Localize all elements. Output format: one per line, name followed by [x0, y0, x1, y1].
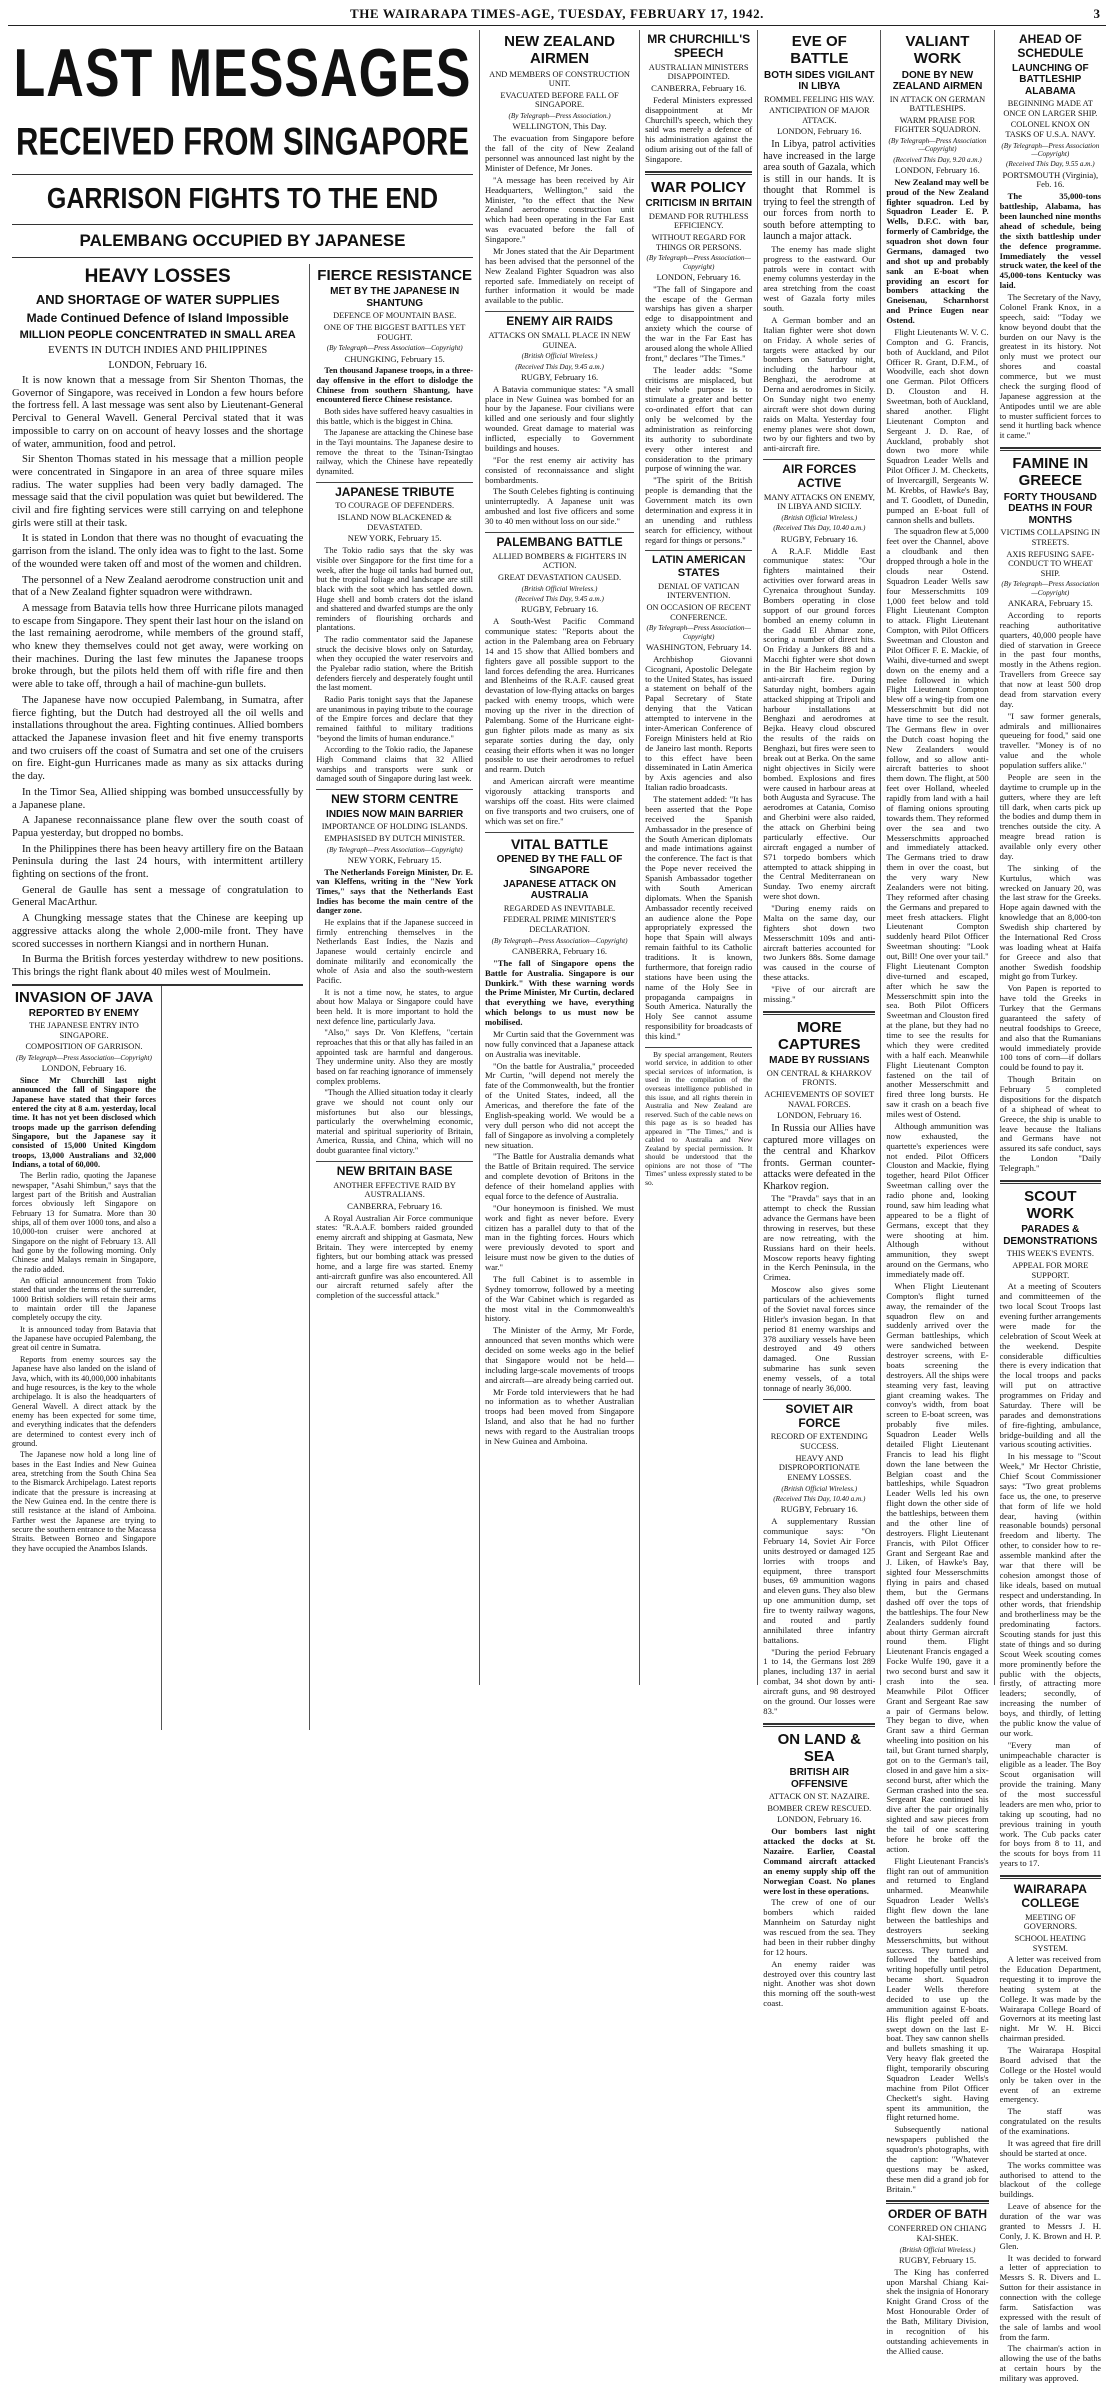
story-invasion: [12, 986, 162, 1730]
story-headline: SCOUT WORK: [1024, 1187, 1077, 1223]
story-subhead: AND MEMBERS OF CONSTRUCTION UNIT.: [489, 69, 630, 89]
story-subhead: HEAVY AND DISPROPORTIONATE ENEMY LOSSES.: [778, 1453, 860, 1483]
story-subhead: GREAT DEVASTATION CAUSED.: [498, 573, 622, 583]
story-dateline: PORTSMOUTH (Virginia), Feb. 16.: [1002, 169, 1099, 190]
story-para: In Libya, patrol activities have increased in the large area south of Gazala, which is still in our hands. It is thought that Rommel is trying to feel the strength of our forces from north to south before attempting to launch a major attack.: [763, 139, 876, 243]
story-para: The "Pravda" says that in an attempt to check the Russian advance the Germans have been throwing in reserves, but these are now retreating, with the Russians hard on their heels. Moscow reports heavy fighting in the Kerch Peninsula, in the Crimea.: [763, 1193, 876, 1283]
story-para: According to reports reaching authoritative quarters, 40,000 people have died of starvation in Greece in the past four months, mostly in the Athens region. Travellers from Greece say that now at least 500 drop dead from starvation every day.: [999, 609, 1101, 709]
story-para: A supplementary Russian communique says: "On February 14, Soviet Air Force units destroyed or damaged 125 lorries with troops and equipment, three transport buses, 69 ammunition wagons and eleven guns. They also blew up one ammunition dump, set fire to twenty railway wagons, and routed and partly annihilated three infantry battalions.: [763, 1516, 876, 1645]
story-dateline: ANKARA, February 15.: [1007, 598, 1093, 609]
story-subhead: LAUNCHING OF BATTLESHIP ALABAMA: [1011, 62, 1089, 97]
lead-para: The Japanese have now occupied Palembang, in Sumatra, after fierce fighting, but the Dutch had destroyed all the oil wells and installations throughout the area. Fighting continues. Allied bombers attacked the Japanese invasion fleet and hit five enemy transports and two cruisers off the coast of Sumatra and set one of the cruisers on fire. Eight-gun Hurricanes made as many as six attacks during the day.: [12, 694, 304, 783]
story-subhead: AXIS REFUSING SAFE-CONDUCT TO WHEAT SHIP.: [1006, 549, 1095, 578]
story-headline: WAIRARAPA COLLEGE: [1013, 1882, 1087, 1910]
story-subhead: EMPHASISED BY DUTCH MINISTER.: [324, 833, 466, 843]
story-headline: AHEAD OF SCHEDULE: [1017, 32, 1084, 60]
story-para: and American aircraft were meantime vigorously attacking transports and warships off the coast. Hits were claimed on five transports and two cruisers, one of which was set on fire.": [485, 776, 635, 826]
story-headline: ON LAND & SEA: [777, 1730, 861, 1765]
subhead-defence: Made Continued Defence of Island Impossible: [26, 311, 289, 325]
story-dateline: RUGBY, February 16.: [520, 371, 599, 382]
story-headline: ENEMY AIR RAIDS: [506, 314, 613, 329]
story-para: He explains that if the Japanese succeed in firmly entrenching themselves in the Netherlands East Indies, the Nazis and Japanese would certainly encircle and dominate militarily and economically the whole of Asia and also the south-western Pacific.: [316, 918, 473, 985]
story-para: The full Cabinet is to assemble in Sydney tomorrow, followed by a meeting of the War Cabinet which is regarded as the most vital in the Commonwealth's history.: [485, 1273, 635, 1324]
story-para: "The spirit of the British people is demanding that the Government match its own determination and express it in an unending and ruthless search for efficiency, without regard for things or persons.": [645, 475, 753, 545]
story-subhead: FORTY THOUSAND DEATHS IN FOUR MONTHS: [1003, 491, 1097, 526]
story-subhead: AUSTRALIAN MINISTERS DISAPPOINTED.: [648, 62, 749, 82]
story-para: Reports from enemy sources say the Japanese have also landed on the island of Java, which, with its 40,000,000 inhabitants and huge resources, is the key to the whole archipelago. It is also the headquarters of General Wavell. A direct attack by the enemy has been expected for some time, and everything indicates that the defenders are determined to contest every inch of ground.: [12, 1354, 156, 1448]
story-credit: (By Telegraph—Press Association—Copyright): [888, 137, 987, 154]
story-para: The Japanese are attacking the Chinese base in the Tayi mountains. The Japanese desire to remove the threat to the Tsinan-Tsingtao railway, which the Chinese have repeatedly dynamited.: [316, 428, 473, 476]
lead-dateline: LONDON, February 16.: [108, 360, 207, 371]
story-para: "Though the Allied situation today it clearly grave we should not count only our misfortunes but also our blessings, particularly the overwhelming economic, material and spiritual superiority of Britain, America, Russia, and China, which will no doubt guarantee final victory.": [316, 1088, 473, 1156]
story-para: A South-West Pacific Command communique states: "Reports about the action in the Palembang area on February 14 and 15 show that Allied bombers and fighters gave all possible support to the land forces defending the area. Hurricanes and Blenheims of the R.A.F. caused great devastation of low-flying attacks on barges packed with enemy troops, which were moving up the river in the direction of Palembang. Some of the Hurricane eight-gun fighter pilots made as many as six separate sorties during the day, only ceasing their efforts when it was no longer possible to use their aerodromes to refuel and rearm. Dutch: [485, 616, 635, 775]
story-dateline: CANBERRA, February 16.: [651, 82, 747, 93]
story-para: The Secretary of the Navy, Colonel Frank Knox, in a speech, said: "Today we know beyond doubt that the burden on our Navy is the greatest in its history. Not only must we protect our shores and coastal commerce, but we must check the surging flood of Japanese aggression at the Antipodes until we are able to muster sufficient forces to send it hurtling back whence it came.": [999, 292, 1101, 441]
story-dateline: RUGBY, February 16.: [520, 604, 599, 615]
story-credit: (British Official Wireless.): [521, 584, 598, 593]
story-para: The statement added: "It has been asserted that the Pope received the Spanish Ambassador in the presence of the South American diplomats and made intimations against the conference. The fact is that the Pope never received the Spanish Ambassador together with South American diplomats. When the Spanish Ambassador recently received an audience alone the Pope appropriately expressed the hope that Spain will always remain faithful to its Catholic traditions. It is known, furthermore, that foreign radio stations have been using the name of the Holy See in propaganda campaigns in South America. Naturally the Holy See cannot assume responsibility for broadcasts of this kind.": [645, 794, 753, 1042]
story-subhead: BEGINNING MADE AT ONCE ON LARGER SHIP.: [1003, 99, 1098, 118]
story-subhead: ON CENTRAL & KHARKOV FRONTS.: [766, 1068, 872, 1088]
story-headline: PALEMBANG BATTLE: [496, 534, 623, 549]
story-para: Though Britain on February 5 completed dispositions for the dispatch of a shiphead of wheat to Greece, the ship is unable to leave because the Italians and Germans have not assured its safe conduct, says the London "Daily Telegraph.": [999, 1074, 1101, 1174]
story-para: "Every man of unimpeachable character is eligible as a leader. The Boy Scout organisation will provide the training. Many of the most successful leaders are men who, prior to taking up scouting, had no previous training in youth work. The Cub packs cater for boys from 8 to 11, and the scouts for boys from 11 years to 17.: [999, 1739, 1101, 1869]
story-dateline: CHUNGKING, February 15.: [344, 353, 445, 364]
story-para: The Wairarapa Hospital Board advised that the College or the Hostel would only be taken over in the event of an extreme emergency.: [999, 2045, 1101, 2105]
story-subhead: WARM PRAISE FOR FIGHTER SQUADRON.: [894, 115, 981, 135]
story-para: "The fall of Singapore and the escape of the German warships has given a sharper edge to disappointment and anxiety which the course of the war in the Far East has aroused along the whole Allied front," declares "The Times.": [645, 283, 753, 363]
lead-para: In Burma the British forces yesterday withdrew to new positions. This brings the right flank about 40 miles west of Moulmein.: [12, 954, 304, 978]
headline-third: GARRISON FIGHTS TO THE END: [46, 182, 439, 216]
story-para: Radio Paris tonight says that the Japanese are unanimous in paying tribute to the courage of the Empire forces and declare that they remained faithful to military traditions "beyond the limits of human endurance.": [316, 695, 473, 743]
story-para: Leave of absence for the duration of the war was granted to Messrs J. H. Conly, J. K. Brown and H. P. Glen.: [999, 2201, 1101, 2251]
story-credit: (By Telegraph—Press Association—Copyright): [1001, 580, 1100, 597]
column-4: [758, 30, 881, 2009]
story-para: "During enemy raids on Malta on the same day, our fighters shot down two Messerschmitt 109s and anti-aircraft batteries accounted for two Junkers 88s. Some damage was caused in the course of these attacks.: [763, 903, 876, 983]
story-subhead: EVACUATED BEFORE FALL OF SINGAPORE.: [500, 90, 619, 110]
story-dateline: LONDON, February 16.: [777, 1110, 862, 1121]
lead-body-wrap: [12, 264, 473, 1730]
story-subhead: FEDERAL PRIME MINISTER'S DECLARATION.: [503, 915, 616, 934]
story-credit: (By Telegraph—Press Association—Copyright): [491, 936, 628, 945]
story-subhead: TO COURAGE OF DEFENDERS.: [335, 501, 455, 511]
story-para: Federal Ministers expressed disappointment at Mr Churchill's speech, which they said was merely a defence of his administration against the odium arising out of the fall of Singapore.: [645, 94, 753, 165]
story-headline: AIR FORCES ACTIVE: [782, 462, 857, 491]
story-para: Moscow also gives some particulars of the achievements of the Soviet naval forces since Hitler's invasion began. In that period 81 enemy warships and 378 auxiliary vessels have been destroyed and 49 others damaged. One Russian submarine has sunk seven enemy vessels, of a total tonnage of nearly 36,000.: [763, 1284, 876, 1393]
story-para: Ten thousand Japanese troops, in a three-day offensive in the effort to dislodge the Chinese from southern Shantung, have encountered fierce Chinese resistance.: [316, 366, 473, 405]
lead-para: A message from Batavia tells how three Hurricane pilots managed to escape from Singapore. They spent their last hour on the island on the last remaining aerodrome, while members of the ground staff, who knew they themselves could not get away, were working on their machines. During the last few minutes the Japanese troops broke through, but the pilots held them off with rifle fire and then were able to take off, through a hail of machine-gun bullets.: [12, 602, 304, 691]
story-para: A German bomber and an Italian fighter were shot down on Friday. A whole series of targets were attacked by our bombers on Saturday night, including the harbour at Benghazi, the aerodrome at Derna and aerodromes in Sicily. On Sunday night two enemy aircraft were shot down during raids on Malta. Yesterday four enemy planes were shot down, two by our fighters and two by anti-aircraft fire.: [763, 314, 876, 454]
story-para: Mr Curtin said that the Government was now fully convinced that a Japanese attack on Australia was inevitable.: [485, 1028, 635, 1059]
story-dateline: CANBERRA, February 16.: [347, 1200, 443, 1211]
story-subhead: ANTICIPATION OF MAJOR ATTACK.: [768, 106, 870, 125]
story-para: Since Mr Churchill last night announced the fall of Singapore the Japanese have stated that their forces entered the city at 8 a.m. yesterday, local time. It has not yet been disclosed which troops made up the garrison defending Singapore, but the Japanese say it consisted of 15,000 United Kingdom troops, 13,000 Australians and 32,000 Indians, a total of 60,000.: [12, 1075, 156, 1169]
story-subhead: DEFENCE OF MOUNTAIN BASE.: [333, 311, 457, 321]
story-subhead: ACHIEVEMENTS OF SOVIET NAVAL FORCES.: [764, 1090, 875, 1109]
story-credit: (By Telegraph—Press Association—Copyright): [16, 1053, 152, 1062]
story-subhead: OPENED BY THE FALL OF SINGAPORE: [496, 853, 623, 877]
lead-para: In the Timor Sea, Allied shipping was bombed unsuccessfully by a Japanese plane.: [12, 786, 304, 811]
lead-story: [8, 30, 480, 1685]
story-subhead: JAPANESE ATTACK ON AUSTRALIA: [503, 878, 617, 902]
story-received: (Received This Day, 9.55 a.m.): [1006, 160, 1095, 169]
story-credit: (British Official Wireless.): [781, 514, 858, 523]
story-para: A letter was received from the Education Department, requesting it to improve the heating system at the College. It was made by the Wairarapa College Board of Governors at its meeting last night. Mr W. H. Bicci chairman presided.: [999, 1954, 1101, 2044]
story-para: An official announcement from Tokio stated that under the terms of the surrender, 1000 British soldiers will retain their arms to maintain order till the Japanese completely occupy the city.: [12, 1276, 156, 1323]
lead-main-column: [12, 264, 310, 1730]
story-para: A Batavia communique states: "A small place in New Guinea was bombed for an hour by the Japanese. Four civilians were killed and one seriously and four slightly wounded. Great damage to material was inflicted, especially to Government buildings and houses.: [485, 383, 635, 453]
subhead-million: MILLION PEOPLE CONCENTRATED IN SMALL AREA: [19, 329, 296, 341]
lead-para: The personnel of a New Zealand aerodrome construction unit and that of a New Zealand fighter squadron were withdrawn.: [12, 574, 304, 599]
story-para: The crew of one of our bombers which raided Mannheim on Saturday night was rescued from the sea. They had been in their rubber dinghy for 12 hours.: [763, 1897, 876, 1957]
story-subhead: RECORD OF EXTENDING SUCCESS.: [770, 1432, 868, 1452]
story-headline: MORE CAPTURES: [778, 1018, 861, 1054]
lead-para: It is stated in London that there was no thought of evacuating the garrison from the island. The only idea was to fight to the last. Some of the wounded were taken off and most of the women and children.: [12, 533, 304, 570]
story-subhead: ISLAND NOW BLACKENED & DEVASTATED.: [337, 513, 452, 532]
story-para: Both sides have suffered heavy casualties in this battle, which is the biggest in China.: [316, 407, 473, 426]
story-subhead: ATTACK ON ST. NAZAIRE.: [768, 1792, 870, 1802]
story-para: The radio commentator said the Japanese struck the decisive blows only on Saturday, when they occupied the water reservoirs and the Pyalebar radio station, where the British defenders fiercely and desperately fought until the last moment.: [316, 635, 473, 693]
story-para: The Minister of the Army, Mr Forde, announced that seven months which were decided on some weeks ago in the belief that Singapore would not be held—including large-scale movements of troops and aircraft—are already being carried out.: [485, 1325, 635, 1385]
story-subhead: CRITICISM IN BRITAIN: [645, 198, 752, 210]
story-para: When Flight Lieutenant Compton's flight turned away, the remainder of the squadron flew on and suddenly arrived over the German battleships, which were sandwiched between destroyer screens, with E-boats screening the destroyers. All the ships were steaming very fast, leaving giant creaming wakes. The convoy's width, from boat screen to E-boat screen, was probably five miles. Squadron Leader Wells detailed Flight Lieutenant Francis to lead his flight down the lane between the Belgian coast and the battleships, while Squadron Leader Wells led his own flight down the other side of the battleships, between them and the other line of destroyers. Flight Lieutenant Francis, with Pilot Officer Grant and Sergeant Rae and J. Liken, of Hawke's Bay, sighted four Messerschmitts flying in pairs and chased them, but the Germans dashed off over the tops of the battleships. The four New Zealanders suddenly found about thirty German aircraft round them. Flight Lieutenant Francis engaged a Focke Wulfe 190, gave it a two second burst and saw it crash into the sea. Meanwhile Pilot Officer Grant and Sergeant Rae saw a pair of Germans below. They began to dive, when Grant saw a third German wheeling into position on his tail, but Grant turned sharply, got on to the German's tail, closed in and gave him a six-second burst, after which the German crashed into the sea. Sergeant Rae continued his dive after the pair originally sighted and saw pieces from the tail of one scattering before he broke off the action.: [886, 1280, 989, 1854]
story-subhead: IMPORTANCE OF HOLDING ISLANDS.: [321, 822, 468, 832]
story-subhead: COMPOSITION OF GARRISON.: [25, 1042, 143, 1052]
lead-para: General de Gaulle has sent a message of congratulation to General MacArthur.: [12, 884, 304, 909]
story-dateline: CANBERRA, February 16.: [512, 945, 608, 956]
story-para: "On the battle for Australia," proceeded Mr Curtin, "will depend not merely the fate of the Commonwealth, but the frontier of the United States, indeed, all the Americas, and therefore the fate of the English-speaking world. We would be a very dull person who did not accept the fall of Singapore as involving a completely new situation.: [485, 1060, 635, 1150]
story-para: A Royal Australian Air Force communique states: "R.A.A.F. bombers raided grounded enemy aircraft and shipping at Gasmata, New Britain. They were intercepted by enemy fighters, but our bombing attack was pressed home, and a large fire was started. Enemy anti-aircraft gunfire was also encountered. All our aircraft returned safely after the completion of the successful attack.": [316, 1213, 473, 1301]
story-para: "Also," says Dr. Von Kleffens, "certain reproaches that this or that ally has failed in an appointed task are harmful and dangerous. They undermine unity. Also they are mostly based on far reaching ignorance of immensely complex problems.: [316, 1028, 473, 1086]
story-credit: (By Telegraph—Press Association—Copyright): [326, 845, 463, 854]
story-para: Subsequently national newspapers published the squadron's photographs, with the caption: "Whatever questions may be asked, these men did a grand job for Britain.": [886, 2124, 989, 2194]
story-para: According to the Tokio radio, the Japanese High Command claims that 32 Allied warships and transports were sunk or damaged south of Singapore during last week.: [316, 745, 473, 784]
story-para: Flight Lieutenant Francis's flight ran out of ammunition and returned to England unharmed. Meanwhile Squadron Leader Wells's flight flew down the lane between the battleships and destroyers seeking Messerschmitts, but without success. They turned and followed the battleships, writing hopefully until petrol became short. Squadron Leader Wells therefore decided to use up the ammunition against E-boats. His flight peeled off and swept down on the last E-boat. They saw cannon shells and bullets smashing it up. Very heavy flak greeted the flight, temporarily obscuring Squadron Leader Wells's machine from Pilot Officer Checkett's sight. Having spent its ammunition, the flight returned home.: [886, 1855, 989, 2123]
subhead-water: AND SHORTAGE OF WATER SUPPLIES: [35, 292, 280, 307]
story-subhead: MET BY THE JAPANESE IN SHANTUNG: [330, 286, 460, 309]
story-para: Although ammunition was now exhausted, the quartette's experiences were not ended. Pilot Officers Clouston and Mackie, flying together, heard Pilot Officer Sweetman calling over the radio phone and, looking round, saw him leading what appeared to be a flight of Germans, except that they were shooting at him. Although without ammunition, they swept around on the Germans, who immediately made off.: [886, 1120, 989, 1280]
story-subhead: ON OCCASION OF RECENT CONFERENCE.: [646, 603, 751, 622]
story-subhead: BOTH SIDES VIGILANT IN LIBYA: [764, 69, 875, 92]
story-subhead: MADE BY RUSSIANS: [769, 1055, 870, 1067]
column-2: [480, 30, 640, 1685]
story-subhead: THE JAPANESE ENTRY INTO SINGAPORE.: [29, 1021, 139, 1040]
story-dateline: RUGBY, February 16.: [780, 1504, 858, 1515]
column-6: [995, 30, 1106, 2384]
story-para: It is not a time now, he states, to argue about how Malaya or Singapore could have been held. It is more important to hold the next defence line, particularly Java.: [316, 987, 473, 1026]
subhead-heavy-losses: HEAVY LOSSES: [84, 266, 231, 287]
story-subhead: VICTIMS COLLAPSING IN STREETS.: [1000, 528, 1101, 547]
lead-side-column: [310, 264, 473, 1730]
story-headline: JAPANESE TRIBUTE: [335, 484, 455, 499]
story-credit: (By Telegraph—Press Association—Copyright): [326, 344, 463, 353]
story-subhead: INDIES NOW MAIN BARRIER: [326, 808, 464, 820]
story-headline: SOVIET AIR FORCE: [785, 1401, 854, 1430]
lead-body: [12, 375, 303, 980]
story-dateline: LONDON, February 16.: [656, 271, 741, 282]
story-dateline: WASHINGTON, February 14.: [646, 641, 752, 652]
story-subhead: ONE OF THE BIGGEST BATTLES YET FOUGHT.: [323, 322, 466, 342]
story-para: The chairman's action in allowing the use of the baths at certain hours by the military was approved.: [999, 2343, 1101, 2384]
story-para: "A message has been received by Air Headquarters, Wellington," said the Minister, "to the effect that the New Zealand aerodrome construction unit which had been operating in the Far East was evacuated before the fall of Singapore.": [485, 174, 635, 245]
story-para: "Five of our aircraft are missing.": [763, 984, 876, 1004]
story-para: "Our honeymoon is finished. We must work and fight as never before. Every citizen has a parallel duty to that of the man in the fighting forces. Hours which were previously devoted to sport and leisure must now be given to the duties of war.": [485, 1202, 635, 1272]
story-para: At a meeting of Scouters and committeemen of the two local Scout Troops last evening further arrangements were made for the celebration of Scout Week at the weekend. Despite considerable difficulties there is every indication that the local troops and packs will put on attractive programmes on Friday and Saturday. There will be parades and demonstrations of fire-fighting, ambulance, bridge-building and all the various scouting activities.: [999, 1281, 1101, 1450]
story-para: "The Battle for Australia demands what the Battle of Britain required. The service and complete devotion of Britons in the defence of their homeland applies with equal force to the defence of Australia.: [485, 1151, 635, 1201]
lead-para: A Japanese reconnaissance plane flew over the south coast of Papua yesterday, but dropped no bombs.: [12, 815, 304, 839]
story-para: The enemy has made slight progress to the eastward. Our patrols were in contact with enemy columns yesterday in the area stretching from the coast west of Gazala forty miles south.: [763, 243, 876, 314]
lead-para: It is now known that a message from Sir Shenton Thomas, the Governor of Singapore, was received in London a few hours before the fortress fell. A last message was sent also by Lieutenant-General Percival to General Wavell. General Percival stated that it was impossible to carry on on account of heavy losses and the shortage of water, ammunition, food and petrol.: [12, 375, 304, 450]
story-subhead: ATTACKS ON SMALL PLACE IN NEW GUINEA.: [488, 330, 631, 350]
story-credit: (By Telegraph—Press Association—Copyright): [646, 254, 751, 271]
story-credit: (British Official Wireless.): [521, 352, 598, 361]
story-subhead: DEMAND FOR RUTHLESS EFFICIENCY.: [648, 211, 749, 231]
lead-para: Sir Shenton Thomas stated in his message that a million people were concentrated in Singapore in an area of three square miles radius. The water supplies had been very badly damaged. The message said that the civil population was quiet but bewildered. The civil and fire fighting services were still carrying on and telephone girls were still at their task.: [12, 454, 304, 529]
story-para: An enemy raider was destroyed over this country last night. Another was shot down this morning off the south-west coast.: [763, 1958, 876, 2009]
story-para: New Zealand may well be proud of the New Zealand fighter squadron. Led by Squadron Leader E. P. Wells, D.F.C. with bar, formerly of Cambridge, the squadron shot down four Germans, damaged two and shot up and probably sank an E-boat when providing an escort for bombers attacking the Gneisenau, Scharnhorst and Prince Eugen near Ostend.: [886, 176, 989, 326]
story-para: The Berlin radio, quoting the Japanese newspaper, "Asahi Shimbun," says that the largest part of the British and Australian forces obviously left Singapore on February 13 for Sumatra. More than 30 ships, all of them over 1000 tons, and also a 10,000-ton cruiser were anchored at Singapore on the night of February 13. All had gone by the following morning. Only Chinese and Malays remain in Singapore, the radio added.: [12, 1171, 156, 1274]
story-headline: FAMINE IN GREECE: [1012, 455, 1089, 490]
story-para: In Russia our Allies have captured more villages on the central and Kharkov fronts. German counter-attacks were defeated in the Kharkov region.: [763, 1123, 876, 1192]
story-para: The evacuation from Singapore before the fall of the city of New Zealand personnel was announced last night by the Minister of Defence, Mr Jones.: [485, 133, 635, 173]
story-subhead: IN ATTACK ON GERMAN BATTLESHIPS.: [889, 94, 986, 114]
story-headline: VITAL BATTLE: [510, 835, 609, 852]
story-headline: EVE OF BATTLE: [790, 33, 849, 68]
story-headline: INVASION OF JAVA: [14, 988, 154, 1006]
story-dateline: LONDON, February 16.: [777, 126, 862, 137]
story-subhead: CONFERRED ON CHIANG KAI-SHEK.: [888, 2224, 987, 2243]
story-headline: WAR POLICY: [651, 178, 747, 196]
story-para: The sinking of the Kurtulus, which was wrecked on January 20, was the last straw for the Greeks. Hope again dawned with the knowledge that an 8,000-ton Swedish ship chartered by the International Red Cross was loading wheat at Haifa for Greece and also that another Swedish foodship might go from Turkey.: [999, 862, 1101, 982]
story-received: (Received This Day, 10.40 a.m.): [773, 1494, 866, 1503]
headline-fourth: PALEMBANG OCCUPIED BY JAPANESE: [79, 231, 406, 250]
story-subhead: ROMMEL FEELING HIS WAY.: [764, 94, 875, 104]
story-received: (Received This Day, 10.40 a.m.): [773, 524, 866, 533]
story-subhead: ALLIED BOMBERS & FIGHTERS IN ACTION.: [492, 551, 627, 571]
story-headline: ORDER OF BATH: [887, 2207, 988, 2222]
story-headline: MR CHURCHILL'S SPEECH: [647, 32, 751, 60]
story-subhead: REPORTED BY ENEMY: [28, 1007, 140, 1019]
story-subhead: PARADES & DEMONSTRATIONS: [1003, 1224, 1098, 1247]
masthead: THE WAIRARAPA TIMES-AGE, TUESDAY, FEBRUARY 17, 1942.: [8, 6, 1106, 26]
story-para: Mr Forde told interviewers that he had no information as to whether Australian troops had been moved from Singapore Island, and also that he had no further news with regard to the Australian troops in New Guinea and Amboina.: [485, 1386, 635, 1446]
story-dateline: LONDON, February 16.: [777, 1814, 862, 1825]
story-para: Our bombers last night attacked the docks at St. Nazaire. Earlier, Coastal Command aircraft attacked an enemy supply ship off the Norwegian Coast. No planes were lost in these operations.: [763, 1826, 876, 1896]
story-subhead: ANOTHER EFFECTIVE RAID BY AUSTRALIANS.: [333, 1180, 456, 1200]
story-subhead: THIS WEEK'S EVENTS.: [1006, 1249, 1094, 1259]
story-para: "The fall of Singapore opens the Battle for Australia. Singapore is our Dunkirk." With these warning words the Prime Minister, Mr Curtin, declared that everything we have, everything which belongs to us must now be mobilised.: [485, 957, 635, 1027]
story-headline: NEW BRITAIN BASE: [336, 1163, 453, 1178]
story-subhead: COLONEL KNOX ON TASKS OF U.S.A. NAVY.: [1005, 120, 1096, 140]
story-para: It was agreed that fire drill should be started at once.: [999, 2137, 1101, 2158]
story-para: Mr Jones stated that the Air Department has been advised that the personnel of the New Zealand Fighter Squadron was also reported safe. Immediately on receipt of further information it would be made available to the public.: [485, 245, 635, 306]
story-headline: LATIN AMERICAN STATES: [651, 554, 746, 580]
story-para: The staff was congratulated on the results of the examinations.: [999, 2106, 1101, 2137]
story-credit: (By Telegraph—Press Association—Copyright): [646, 624, 751, 641]
lead-headlines: [12, 30, 473, 264]
story-para: The South Celebes fighting is continuing uninterruptedly. A Japanese unit was ambushed and lost five officers and some 30 to 40 men without loss on our side.": [485, 486, 635, 527]
story-para: People are seen in the daytime to crumple up in the gutters, where they are left till dark, when carts pick up the bodies and dump them in trenches outside the city. A meagre bread ration is available only every other day.: [999, 771, 1101, 861]
story-para: "During the period February 1 to 14, the Germans lost 289 planes, including 137 in aerial combat, 34 shot down by anti-aircraft guns, and 98 destroyed on the ground. Our losses were 83.": [763, 1646, 876, 1716]
story-credit: (By Telegraph—Press Association—Copyright): [1001, 141, 1100, 158]
reuters-note: By special arrangement, Reuters world service, in addition to other special services of information, is used in the compilation of the overseas intelligence published in this issue, and all rights therein in Australia and New Zealand are reserved. Such of the cable news on this page as is so headed has appeared in "The Times," and is cabled to Australia and New Zealand by special permission. It should be understood that the opinions are not those of "The Times" unless expressly stated to be so.: [645, 1049, 753, 1187]
story-subhead: SCHOOL HEATING SYSTEM.: [1014, 1933, 1087, 1953]
story-para: The works committee was authorised to attend to the blackout of the college buildings.: [999, 2159, 1101, 2200]
story-headline: FIERCE RESISTANCE: [317, 267, 473, 284]
story-subhead: APPEAL FOR MORE SUPPORT.: [1012, 1261, 1089, 1280]
story-subhead: WITHOUT REGARD FOR THINGS OR PERSONS.: [651, 232, 746, 252]
story-received: (Received This Day, 9.45 a.m.): [515, 362, 604, 371]
story-headline: NEW ZEALAND AIRMEN: [504, 33, 615, 68]
story-subhead: BOMBER CREW RESCUED.: [767, 1803, 872, 1813]
story-credit: (British Official Wireless.): [899, 2245, 976, 2254]
story-credit: (By Telegraph—Press Association.): [508, 112, 611, 121]
story-subhead: DENIAL OF VATICAN INTERVENTION.: [658, 581, 740, 601]
story-dateline: WELLINGTON, This Day.: [512, 121, 607, 132]
story-para: In his message to "Scout Week," Mr Hector Christie, Chief Scout Commissioner says: "Two great problems face us, the one, to preserve that form of life we hold dear, having (within reasonable bounds) personal freedom and liberty. The other, to consider how to re-assemble mankind after the war that there will be cohesion amongst those of like ideals, based on mutual respect and understanding. In other words, that friendship and brotherliness may be the predominating factors. Scouting stands for just this state of things and so during Scout Week scouting comes more prominently before the public with the objects, firstly, of attracting more leaders; secondly, of increasing the number of boys, and thirdly, of letting the public know the value of our work.: [999, 1451, 1101, 1738]
headline-main: LAST MESSAGES: [13, 36, 472, 112]
columns: [8, 30, 1106, 2384]
story-para: Archbishop Giovanni Cicognani, Apostolic Delegate to the United States, has issued a statement on behalf of the Papal Secretary of State denying that the Vatican attempted to intervene in the inter-American Conference of Foreign Ministers held at Rio de Janeiro last month. Reports to this effect have been disseminated in Latin America by Axis agencies and also Italian radio broadcasts.: [645, 653, 753, 793]
lower-left-stories: [12, 984, 303, 1730]
page-number: 3: [1093, 6, 1100, 21]
lead-para: A Chungking message states that the Chinese are keeping up aggressive attacks along the whole 2,000-mile front. They have scored successes in northern Kiangsi and in northern Hunan.: [12, 913, 304, 950]
story-para: Flight Lieutenants W. V. C. Compton and G. Francis, both of Auckland, and Pilot Officer R. Grant, D.F.M., of Woodville, each shot down one German. Pilot Officers D. Clouston and H. Sweetman, both of Auckland, shared another. Flight Lieutenant Compton and Sergeant J. D. Rae, of Auckland, probably shot down two more while Squadron Leader Wells and Pilot Officer J. M. Checketts, of Invercargill, Sergeants W. M. Krebbs, of Hawke's Bay, and T. Goodlett, of Dunedin, pumped an E-boat full of cannon shells and bullets.: [886, 326, 989, 525]
story-para: The Netherlands Foreign Minister, Dr. E. van Kleffens, writing in the "New York Times," says that the Netherlands East Indies has become the main centre of the danger zone.: [316, 867, 473, 916]
story-subhead: MEETING OF GOVERNORS.: [1023, 1912, 1077, 1932]
story-para: The King has conferred upon Marshal Chiang Kai-shek the insignia of Honorary Knight Grand Cross of the Most Honourable Order of the Bath, Military Division, in recognition of his outstanding achievements in the Allied cause.: [886, 2266, 989, 2356]
story-para: It is announced today from Batavia that the Japanese have occupied Palembang, the great oil centre in Sumatra.: [12, 1324, 156, 1353]
story-received: (Received This Day, 9.45 a.m.): [515, 595, 604, 603]
story-para: The squadron flew at 5,000 feet over the Channel, above a cloudbank and then dropped through a hole in the clouds near Ostend. Squadron Leader Wells saw four Messerschmitts 109 1,000 feet below and told Flight Lieutenant Compton to attack. Flight Lieutenant Compton, with Pilot Officers Sweetman and Clouston and Pilot Officer F. E. Mackie, of Waihi, dive-turned and swept down on the enemy and a melee followed in which Flight Lieutenant Compton blew off a wing-tip from one Messerschmitt but did not have time to see the result. The Germans flew in over the Dutch coast hoping the New Zealanders would follow, and so allow anti-aircraft batteries to shoot them down. The flight, at 500 feet over Holland, wheeled rapidly from land with a hail of flaming onions sprouting towards them. They reformed over the sea and two Messerschmitts approached and immediately attacked. The Germans tried to draw them in over the coast, but the very wary New Zealanders were not biting. They reformed after chasing the Germans and prepared to meet fresh attackers. Flight Lieutenant Compton suddenly heard Pilot Officer Sweetman shouting: "Look out, Bill! One over your tail." Flight Lieutenant Compton dive-turned and escaped, after which he saw the Messerschmitt spin into the sea. Both Pilot Officers Sweetman and Clouston fired at the plane, but they had no time to see the results for which they were credited with a half each. Meanwhile Flight Lieutenant Compton fastened on the tail of another Messerschmitt and fired three long bursts. He saw it crash on a beach five miles west of Ostend.: [886, 526, 989, 1120]
story-credit: (British Official Wireless.): [781, 1484, 858, 1493]
lead-para: In the Philippines there has been heavy artillery fire on the Bataan Peninsula during the last 24 hours, with intermittent artillery fighting on sections of the front.: [12, 843, 304, 881]
story-dateline: RUGBY, February 16.: [780, 533, 858, 544]
story-para: "For the rest enemy air activity has consisted of reconnaissance and slight bombardments.: [485, 454, 635, 485]
story-subhead: MANY ATTACKS ON ENEMY, IN LIBYA AND SICILY.: [763, 492, 875, 512]
story-subhead: DONE BY NEW ZEALAND AIRMEN: [892, 69, 983, 92]
story-dateline: LONDON, February 16.: [41, 1063, 127, 1074]
column-5: [881, 30, 994, 2356]
story-subhead: REGARDED AS INEVITABLE.: [503, 903, 616, 913]
story-para: The leader adds: "Some criticisms are misplaced, but their whole purpose is to stimulate a greater and better co-ordinated effort that can only be welcomed by the administration as reinforcing its authority to subordinate every other interest and consideration to the primary purpose of winning the war.: [645, 364, 753, 474]
subhead-events: EVENTS IN DUTCH INDIES AND PHILIPPINES: [48, 345, 268, 356]
story-headline: NEW STORM CENTRE: [331, 791, 459, 806]
story-dateline: NEW YORK, February 15.: [347, 533, 442, 544]
column-3: [640, 30, 758, 1685]
story-received: (Received This Day, 9.20 a.m.): [893, 155, 982, 164]
story-dateline: RUGBY, February 15.: [898, 2254, 977, 2265]
story-para: The Tokio radio says that the sky was visible over Singapore for the first time for a week, after the huge oil tanks had burned out, but the tropical foliage and landscape are still black with the soot which has settled down. Huge shell and bomb craters dot the island and shattered and dwarfed stumps are the only reminders of flourishing orchards and plantations.: [316, 546, 473, 633]
story-subhead: BRITISH AIR OFFENSIVE: [789, 1767, 850, 1790]
story-para: The Japanese now hold a long line of bases in the East Indies and New Guinea area, stretching from the South China Sea to the Bismarck Archipelago. Latest reports indicate that the pressure is increasing at the New Guinea end. In the centre there is still resistance at the island of Amboina. Farther west the Japanese are trying to secure the southern entrance to the Macassa Straits. Between Borneo and Singapore they have occupied the Anambos Islands.: [12, 1450, 156, 1553]
story-headline: VALIANT WORK: [905, 33, 970, 68]
headline-second: RECEIVED FROM SINGAPORE: [16, 119, 469, 164]
story-para: A R.A.F. Middle East communique states: "Our fighters maintained their activities over forward areas in Cyrenaica throughout Sunday. Bombers operating in close support of our ground forces bombed an enemy column in the Gadd El Ahmar zone, scoring a number of direct hits. On Friday a Junkers 88 and a Macchi fighter were shot down in the Bir Hacheim region by anti-aircraft fire. During Saturday night, bombers again attacked shipping at Tripoli and harbour installations at Benghazi and aerodromes at Bejka. Heavy cloud obscured the results of the raids on Benghazi, but fires were seen to break out at Berka. On the same night objectives in Sicily were bombed. Explosions and fires were caused in harbour areas at both Augusta and Syracuse. The aerodromes at Catania, Comiso and Gherbini were also raided, the attack on Gherbini being particularly effective. Our aircraft engaged a number of S71 torpedo bombers which attempted to attack shipping in the Central Mediterranean on Sunday. Two enemy aircraft were shot down.: [763, 545, 876, 902]
story-dateline: NEW YORK, February 15.: [347, 854, 442, 865]
story-dateline: LONDON, February 16.: [895, 164, 980, 175]
story-para: "I saw former generals, admirals and millionaires queueing for food," said one traveller. "Money is of no value and the whole population suffers alike.": [999, 710, 1101, 771]
story-para: Von Papen is reported to have told the Greeks in Turkey that the Germans guaranteed the safety of neutral foodships to Greece, and also that the Rumanians would immediately provide 100 tons of corn—if dollars could be found to pay it.: [999, 983, 1101, 1073]
story-para: It was decided to forward a letter of appreciation to Messrs S. R. Divers and L. Sutton for their assistance in connection with the college farm. Satisfaction was expressed with the result of the sale of lambs and wool from the farm.: [999, 2252, 1101, 2342]
story-para: The 35,000-tons battleship, Alabama, has been launched nine months ahead of schedule, being the sixth battleship under the defence programme. Immediately the vessel struck water, the keel of the 45,000-tons Kentucky was laid.: [999, 191, 1102, 291]
